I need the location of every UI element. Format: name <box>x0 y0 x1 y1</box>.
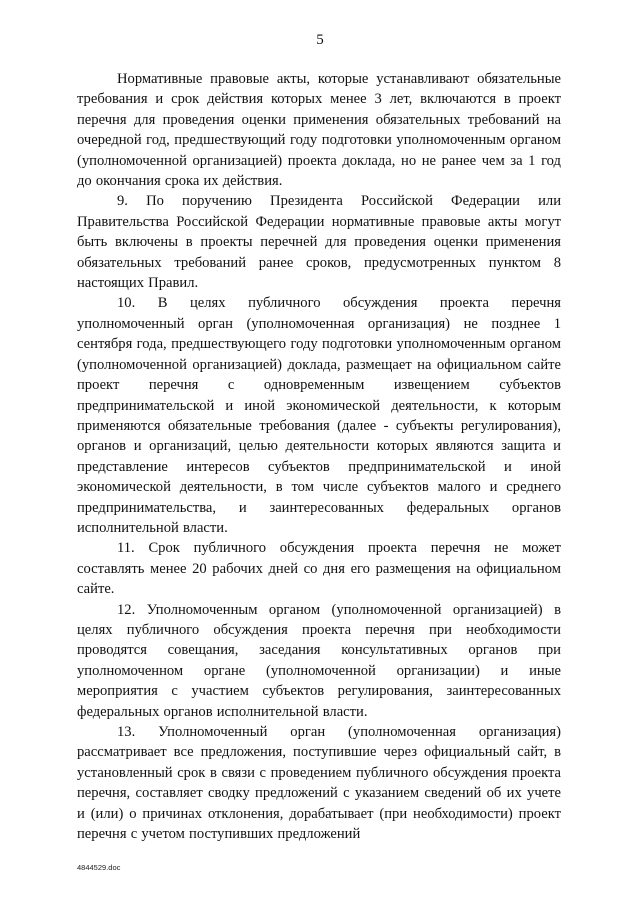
paragraph-10: 10. В целях публичного обсуждения проекта перечня уполномоченный орган (уполномоченная организация) не позднее 1 сентября года, предшествующего году подготовки уполномоченным органом (уполномоченной организацией) доклада, размещает на официальном сайте проект перечня с одновременным извещением субъектов предпринимательской и иной экономической деятельности, к которым применяются обязательные требования (далее - субъекты регулирования), органов и организаций, целью деятельности которых являются защита и представление интересов субъектов предпринимательской и иной экономической деятельности, в том числе субъектов малого и среднего предпринимательства, и заинтересованных федеральных органов исполнительной власти. <box>77 295 561 536</box>
paragraph-9: 9. По поручению Президента Российской Федерации или Правительства Российской Федерации нормативные правовые акты могут быть включены в проекты перечней для проведения оценки применения обязательных требований ранее сроков, предусмотренных пунктом 8 настоящих Правил. <box>77 193 561 292</box>
footer-document-id: 4844529.doc <box>77 863 121 872</box>
paragraph-12: 12. Уполномоченным органом (уполномоченной организацией) в целях публичного обсуждения проекта перечня при необходимости проводятся совещания, заседания консультативных органов при уполномоченном органе (уполномоченной организации) и иные мероприятия с участием субъектов регулирования, заинтересованных федеральных органов исполнительной власти. <box>77 601 561 720</box>
paragraph-normative-acts: Нормативные правовые акты, которые устанавливают обязательные требования и срок действия которых менее 3 лет, включаются в проект перечня для проведения оценки применения обязательных требований на очередной год, предшествующий году подготовки уполномоченным органом (уполномоченной организацией) проекта доклада, но не ранее чем за 1 год до окончания срока их действия. <box>77 71 561 190</box>
page-number: 5 <box>316 32 324 48</box>
document-body <box>77 69 561 844</box>
paragraph-13: 13. Уполномоченный орган (уполномоченная организация) рассматривает все предложения, поступившие через официальный сайт, в установленный срок в связи с проведением публичного обсуждения проекта перечня, составляет сводку предложений с указанием сведений об их учете и (или) о причинах отклонения, дорабатывает (при необходимости) проект перечня с учетом поступивших предложений <box>77 724 561 843</box>
paragraph-11: 11. Срок публичного обсуждения проекта перечня не может составлять менее 20 рабочих дней со дня его размещения на официальном сайте. <box>77 540 561 598</box>
